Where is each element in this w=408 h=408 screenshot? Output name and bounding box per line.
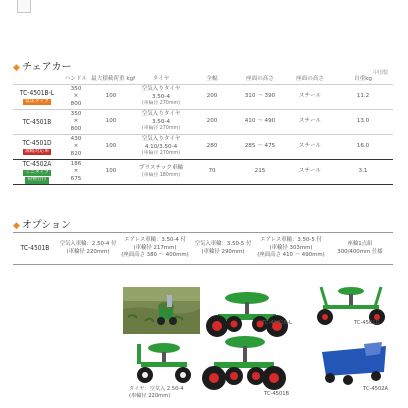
type-badge: ミニタイプ (25, 169, 49, 175)
seat-height-cell: 215 (233, 160, 287, 185)
material-cell: スチール (287, 85, 333, 110)
option-line: (車輪径 217mm) (133, 244, 177, 251)
diamond-bullet-icon: ◆ (13, 63, 20, 73)
type-badge: 低床タイプ (25, 98, 49, 104)
dims-cell (61, 135, 91, 160)
weight-cell: 16.0 (333, 135, 393, 160)
type-badge-2: 荷物台付 (27, 177, 47, 183)
option-line: 空気入車輪：3.50-5 付 (194, 240, 252, 247)
dim-times: × (73, 143, 79, 150)
option-line: エアレス車輪：3.50-4 付 (124, 237, 186, 244)
model-name: TC-4501D (22, 138, 52, 147)
caption-4501b: TC-4501B (264, 391, 290, 397)
weight-cell: 11.2 (333, 85, 393, 110)
table-row (13, 110, 393, 135)
table-row (13, 135, 393, 160)
spec-table (13, 72, 393, 185)
caption-line: (車輪径 220mm) (129, 393, 171, 399)
dim-width: 430 (70, 135, 82, 142)
tire-size: 3.50-4 (151, 93, 171, 100)
type-badge: 溝幅対応車 (25, 148, 49, 154)
dims-cell (61, 85, 91, 110)
tire-diameter: (車輪径 270mm) (141, 101, 181, 107)
chair-photo-pneumatic (131, 340, 197, 386)
option-line: 空気入車輪：2.50-4 付 (59, 240, 117, 247)
option-line: (車輪径 303mm) (269, 244, 313, 251)
model-cell (13, 135, 61, 160)
option-section-title: ◆ オプション (13, 220, 72, 231)
header-handle: ハンドル (64, 76, 88, 82)
field-usage-photo (123, 287, 200, 334)
option-line: 座輪1点組 (347, 240, 373, 247)
weight-cell: 13.0 (333, 110, 393, 135)
option-line: 300/400mm 仕様 (337, 248, 383, 255)
dim-width: 350 (70, 85, 82, 92)
option-table (13, 232, 393, 265)
load-cell: 100 (91, 110, 131, 135)
width-cell: 280 (191, 135, 233, 160)
tire-type: プラスチック車輪 (138, 164, 184, 171)
model-name: TC-4502A (22, 160, 52, 168)
material-cell: スチール (287, 135, 333, 160)
tire-diameter: (車輪径 270mm) (141, 151, 181, 157)
model-cell (13, 85, 61, 110)
dim-width: 350 (70, 110, 82, 117)
tire-cell (131, 160, 191, 185)
tire-type: 空気入りタイヤ (141, 136, 181, 143)
header-weight: 自重kg (354, 76, 372, 82)
seat-height-cell: 410 ～ 490 (233, 110, 287, 135)
option-cell (327, 233, 393, 265)
header-width: 全幅 (206, 76, 218, 82)
model-name: TC-4501B-L (19, 88, 55, 97)
dim-times: × (73, 168, 79, 175)
option-line: (車輪径 220mm) (66, 248, 110, 255)
tire-size: 3.50-4 (151, 118, 171, 125)
tire-diameter: (車輪径 270mm) (141, 126, 181, 132)
dim-length: 800 (70, 125, 82, 132)
load-cell: 100 (91, 160, 131, 185)
load-cell: 100 (91, 85, 131, 110)
diamond-bullet-icon: ◆ (13, 221, 20, 231)
header-seat-height: 座面の高さ (246, 76, 274, 82)
tire-cell (131, 110, 191, 135)
model-name: TC-4501B (22, 117, 52, 126)
origin-note: 中国製 (373, 70, 389, 76)
option-line: (座面高さ 380 ～ 400mm) (121, 252, 189, 259)
header-model (13, 72, 61, 85)
load-cell: 100 (91, 135, 131, 160)
spec-header-row (13, 72, 393, 85)
header-material: 座面の高さ (296, 76, 324, 82)
option-cell (119, 233, 191, 265)
model-cell (13, 110, 61, 135)
tire-type: 空気入りタイヤ (141, 111, 181, 118)
caption-line: タイヤ：空気入 2.50-4 (129, 386, 184, 392)
dim-length: 800 (70, 100, 82, 107)
dim-length: 820 (70, 150, 82, 157)
width-cell: 70 (191, 160, 233, 185)
material-cell: スチール (287, 160, 333, 185)
dim-times: × (73, 118, 79, 125)
model-cell (13, 160, 61, 185)
cart-photo-4502a (318, 338, 390, 386)
dims-cell (61, 110, 91, 135)
tire-size: 4.10/3.50-4 (144, 143, 178, 150)
dim-length: 675 (70, 175, 82, 182)
caption-pneumatic-tire (129, 385, 184, 399)
option-cell (191, 233, 255, 265)
dim-width: 186 (70, 160, 82, 167)
option-cell (255, 233, 327, 265)
tire-cell (131, 85, 191, 110)
tire-diameter: (車輪径 180mm) (141, 172, 181, 178)
option-line: (座面高さ 410 ～ 490mm) (257, 252, 325, 259)
dims-cell (61, 160, 91, 185)
option-line: エアレス車輪：3.50-5 付 (260, 237, 322, 244)
option-model: TC-4501B (13, 233, 57, 265)
seat-height-cell: 310 ～ 390 (233, 85, 287, 110)
option-line: (車輪径 290mm) (201, 248, 245, 255)
width-cell: 200 (191, 110, 233, 135)
header-tire: タイヤ (152, 76, 170, 82)
table-row (13, 160, 393, 185)
tire-cell (131, 135, 191, 160)
material-cell: スチール (287, 110, 333, 135)
caption-4501bl: TC-4501B-L (262, 320, 292, 326)
caption-4502a: TC-4502A (363, 386, 389, 392)
option-row (13, 233, 393, 265)
option-cell (57, 233, 119, 265)
chair-photo-4501b (200, 330, 290, 397)
table-row (13, 85, 393, 110)
chair-section-title: ◆ チェアカー (13, 62, 72, 73)
top-checkbox-stub (17, 0, 31, 13)
tire-type: 空気入りタイヤ (141, 86, 181, 93)
seat-height-cell: 285 ～ 475 (233, 135, 287, 160)
weight-cell: 3.1 (333, 160, 393, 185)
header-load: 最大積載荷重 kgf (91, 76, 136, 82)
width-cell: 200 (191, 85, 233, 110)
caption-4501d: TC-4501D (354, 320, 380, 326)
dim-times: × (73, 93, 79, 100)
